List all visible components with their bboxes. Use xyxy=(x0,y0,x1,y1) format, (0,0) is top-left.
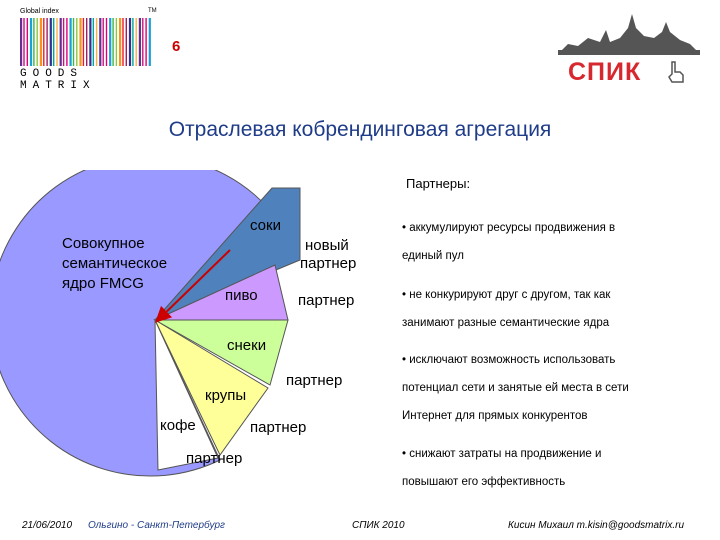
logo-bar xyxy=(70,18,72,66)
logo-bar xyxy=(99,18,101,66)
logo-bar xyxy=(103,18,104,66)
logo-bar xyxy=(139,18,141,66)
logo-tm: TM xyxy=(148,8,157,14)
bullet-1 xyxy=(402,214,702,270)
goods-matrix-logo xyxy=(20,8,170,92)
spik-logo-text: СПИК xyxy=(568,58,642,86)
logo-bar xyxy=(89,18,91,66)
bullet-3-line-3: Интернет для прямых конкурентов xyxy=(402,410,588,422)
logo-bar xyxy=(112,18,113,66)
city-skyline-icon xyxy=(558,8,700,58)
logo-bar xyxy=(20,18,22,66)
logo-bar xyxy=(30,18,32,66)
logo-bar xyxy=(40,18,42,66)
slide-title: Отраслевая кобрендинговая агрегация xyxy=(168,118,552,141)
logo-bar xyxy=(50,18,52,66)
bullet-2-line-2: занимают разные семантические ядра xyxy=(402,317,610,329)
label-coffee: кофе xyxy=(160,417,196,434)
logo-bar xyxy=(106,18,107,66)
logo-small-text: Global index xyxy=(20,8,59,15)
label-snacks: снеки xyxy=(227,337,267,354)
logo-bottom-text: GOODS MATRIX xyxy=(20,68,96,92)
footer-author: Кисин Михаил m.kisin@goodsmatrix.ru xyxy=(508,520,685,531)
label-partner-2: партнер xyxy=(286,372,343,389)
logo-bar xyxy=(27,18,28,66)
logo-bar xyxy=(37,18,38,66)
hand-pointer-icon xyxy=(666,60,686,84)
label-groats: крупы xyxy=(205,387,247,404)
logo-bar xyxy=(116,18,117,66)
core-label-1: Совокупное xyxy=(62,235,145,252)
logo-bar xyxy=(119,18,121,66)
bullet-2-line-1: • не конкурируют друг с другом, так как xyxy=(402,289,611,301)
partners-heading: Партнеры: xyxy=(406,176,471,191)
logo-bar xyxy=(86,18,87,66)
logo-bar xyxy=(109,18,111,66)
bullet-3 xyxy=(402,346,702,430)
logo-bar xyxy=(96,18,97,66)
page-number: 6 xyxy=(172,38,181,55)
bullet-1-line-2: единый пул xyxy=(402,250,464,262)
logo-bar xyxy=(132,18,133,66)
logo-bar xyxy=(76,18,77,66)
label-beer: пиво xyxy=(225,287,258,304)
logo-bar xyxy=(145,18,146,66)
bullet-3-line-2: потенциал сети и занятые ей места в сети xyxy=(402,382,629,394)
logo-bar xyxy=(66,18,67,66)
logo-bar xyxy=(136,18,137,66)
bullet-4 xyxy=(402,440,702,496)
logo-bar xyxy=(73,18,74,66)
logo-bar xyxy=(83,18,84,66)
footer-date: 21/06/2010 xyxy=(22,520,73,531)
logo-bar xyxy=(53,18,54,66)
logo-bar xyxy=(60,18,62,66)
footer-place: Ольгино - Санкт-Петербург xyxy=(88,520,225,531)
logo-bar xyxy=(93,18,94,66)
logo-barcode-icon xyxy=(20,18,155,66)
spik-logo xyxy=(558,8,700,90)
label-partner-1: партнер xyxy=(298,292,355,309)
cobranding-diagram xyxy=(0,170,400,490)
core-label-3: ядро FMCG xyxy=(62,275,144,292)
logo-bar xyxy=(56,18,57,66)
logo-bar xyxy=(126,18,127,66)
logo-bar xyxy=(63,18,64,66)
logo-bar xyxy=(43,18,44,66)
bullet-2 xyxy=(402,281,702,337)
logo-bar xyxy=(149,18,151,66)
logo-bar xyxy=(33,18,34,66)
bullet-4-line-1: • снижают затраты на продвижение и xyxy=(402,448,602,460)
label-juice: соки xyxy=(250,217,281,234)
logo-bar xyxy=(79,18,81,66)
logo-bar xyxy=(46,18,47,66)
label-partner-3: партнер xyxy=(250,419,307,436)
footer-org: СПИК 2010 xyxy=(352,520,405,531)
label-new-partner-2: партнер xyxy=(300,255,357,272)
core-label-2: семантическое xyxy=(62,255,168,272)
logo-bar xyxy=(23,18,24,66)
bullet-3-line-1: • исключают возможность использовать xyxy=(402,354,616,366)
bullet-1-line-1: • аккумулируют ресурсы продвижения в xyxy=(402,222,616,234)
logo-bar xyxy=(129,18,131,66)
logo-bar xyxy=(122,18,123,66)
label-partner-4: партнер xyxy=(186,450,243,467)
logo-bar xyxy=(142,18,143,66)
bullet-4-line-2: повышают его эффективность xyxy=(402,476,566,488)
label-new-partner-1: новый xyxy=(305,237,349,254)
